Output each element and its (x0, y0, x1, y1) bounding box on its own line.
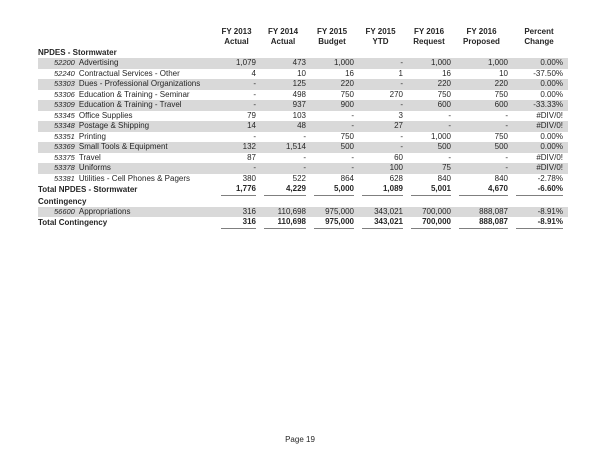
total-value (258, 217, 308, 229)
col-header: Actual (270, 37, 296, 46)
account-number: 53303 (54, 79, 75, 88)
account-number: 52240 (54, 68, 75, 78)
cell-value: 10 (297, 68, 306, 78)
cell-value: - (308, 121, 356, 132)
table-row (38, 174, 568, 185)
table-head (38, 27, 568, 47)
section-header-row (38, 47, 568, 58)
cell-value: - (505, 110, 508, 120)
cell-value: 900 (308, 100, 356, 111)
cell-value: - (303, 131, 306, 141)
account-number: 53369 (54, 142, 75, 151)
account-name: Small Tools & Equipment (78, 142, 168, 151)
cell-value: 0.00% (510, 58, 568, 69)
cell-value: 220 (308, 79, 356, 90)
total-value-text: 700,000 (411, 217, 451, 229)
account-name: Utilities - Cell Phones & Pagers (78, 173, 191, 183)
cell-value: 16 (442, 68, 451, 78)
account-name: Appropriations (78, 206, 131, 216)
account-name: Uniforms (78, 163, 111, 172)
cell-account (38, 69, 215, 80)
cell-value: - (258, 163, 308, 174)
total-row (38, 184, 568, 196)
section-header: Contingency (38, 196, 568, 207)
section-header-row (38, 196, 568, 207)
cell-account (38, 142, 215, 153)
total-value (356, 184, 405, 196)
cell-value: 4 (251, 68, 256, 78)
cell-value: 3 (398, 110, 403, 120)
account-name: Education & Training - Travel (78, 100, 182, 109)
col-header: FY 2015 (365, 27, 396, 36)
account-number: 53378 (54, 163, 75, 172)
cell-value: - (400, 131, 403, 141)
header-row (38, 37, 568, 47)
cell-value: 220 (405, 79, 453, 90)
total-value-text: 1,776 (221, 184, 256, 196)
cell-value: 600 (405, 100, 453, 111)
cell-value: - (448, 110, 451, 120)
account-number: 53309 (54, 100, 75, 109)
total-value (215, 184, 258, 196)
cell-value: 380 (242, 173, 256, 183)
total-value-text: 316 (221, 217, 256, 229)
total-value-text: 888,087 (459, 217, 508, 229)
total-value-text: 5,000 (314, 184, 354, 196)
cell-value: 600 (453, 100, 510, 111)
total-value-text: -8.91% (516, 217, 563, 229)
col-header: FY 2014 (267, 27, 299, 36)
cell-value: 750 (340, 89, 354, 99)
cell-account (38, 132, 215, 143)
cell-value: 1,079 (215, 58, 258, 69)
total-value (405, 217, 453, 229)
table-row (38, 142, 568, 153)
cell-value: 628 (389, 173, 403, 183)
cell-value: 937 (258, 100, 308, 111)
col-header: Budget (318, 37, 346, 46)
total-value (356, 217, 405, 229)
cell-account (38, 111, 215, 122)
cell-value: 220 (453, 79, 510, 90)
cell-value: 700,000 (405, 207, 453, 218)
account-number: 53345 (54, 110, 75, 120)
total-value-text: -6.60% (516, 184, 563, 196)
cell-value: - (453, 121, 510, 132)
table-row (38, 121, 568, 132)
col-header-spacer (38, 27, 215, 37)
table-row (38, 58, 568, 69)
total-value-text: 4,670 (459, 184, 508, 196)
cell-value: 473 (258, 58, 308, 69)
total-value (308, 217, 356, 229)
col-header: Percent (524, 27, 554, 36)
total-value-text: 110,698 (264, 217, 306, 229)
cell-value: 343,021 (356, 207, 405, 218)
cell-value: 500 (453, 142, 510, 153)
cell-value: 750 (437, 89, 451, 99)
section-header: NPDES - Stormwater (38, 47, 568, 58)
table-row (38, 163, 568, 174)
cell-value: -37.50% (533, 68, 563, 78)
account-number: 56600 (54, 206, 75, 216)
cell-value: - (215, 100, 258, 111)
total-label: Total Contingency (38, 217, 215, 229)
cell-account (38, 153, 215, 164)
total-value (258, 184, 308, 196)
account-number: 53348 (54, 121, 75, 130)
col-header: Proposed (463, 37, 500, 46)
col-header: Actual (224, 37, 249, 46)
header-row (38, 27, 568, 37)
cell-value: 1 (398, 68, 403, 78)
cell-account (38, 90, 215, 101)
col-header: YTD (372, 37, 389, 46)
cell-value: 1,000 (453, 58, 510, 69)
cell-value: 10 (499, 68, 508, 78)
cell-value: - (351, 110, 354, 120)
cell-account (38, 163, 215, 174)
cell-value: 864 (340, 173, 354, 183)
cell-value: 270 (389, 89, 403, 99)
cell-value: 132 (215, 142, 258, 153)
cell-value: 0.00% (540, 131, 563, 141)
cell-value: 750 (494, 89, 508, 99)
account-name: Advertising (78, 58, 119, 67)
cell-value: 750 (494, 131, 508, 141)
account-name: Education & Training - Seminar (78, 89, 190, 99)
account-number: 53381 (54, 173, 75, 183)
cell-value: - (356, 100, 405, 111)
cell-value: -2.78% (537, 173, 563, 183)
cell-value: 0.00% (510, 142, 568, 153)
cell-value: - (505, 152, 508, 162)
table-row (38, 153, 568, 164)
page-number: Page 19 (285, 435, 315, 444)
cell-value: - (215, 79, 258, 90)
total-value (510, 184, 568, 196)
cell-value: 16 (345, 68, 354, 78)
budget-table (38, 27, 568, 229)
account-name: Dues - Professional Organizations (78, 79, 201, 88)
table-row (38, 132, 568, 143)
cell-value: #DIV/0! (536, 152, 563, 162)
cell-value: 1,000 (308, 58, 356, 69)
total-row (38, 217, 568, 229)
total-label: Total NPDES - Stormwater (38, 184, 215, 196)
cell-value: - (448, 152, 451, 162)
cell-value: 498 (292, 89, 306, 99)
cell-value: 522 (292, 173, 306, 183)
cell-value: - (351, 152, 354, 162)
cell-value: 87 (247, 152, 256, 162)
cell-value: 840 (437, 173, 451, 183)
cell-value: - (356, 58, 405, 69)
cell-value: - (253, 131, 256, 141)
col-header: Request (413, 37, 445, 46)
account-name: Contractual Services - Other (78, 68, 180, 78)
table-row (38, 100, 568, 111)
total-value-text: 975,000 (314, 217, 354, 229)
cell-value: - (303, 152, 306, 162)
cell-value: 75 (405, 163, 453, 174)
table-row (38, 69, 568, 80)
cell-value: - (405, 121, 453, 132)
col-header: FY 2016 (413, 27, 445, 36)
table-row (38, 79, 568, 90)
col-header: FY 2015 (316, 27, 348, 36)
cell-value: - (356, 142, 405, 153)
cell-value: 1,000 (405, 58, 453, 69)
account-name: Postage & Shipping (78, 121, 150, 130)
cell-value: #DIV/0! (510, 121, 568, 132)
cell-value: -8.91% (510, 207, 568, 218)
account-name: Printing (78, 131, 106, 141)
total-value (453, 184, 510, 196)
cell-account (38, 207, 215, 218)
cell-value: #DIV/0! (536, 110, 563, 120)
table-body (38, 47, 568, 229)
account-name: Office Supplies (78, 110, 133, 120)
total-value-text: 343,021 (362, 217, 403, 229)
cell-value: 125 (258, 79, 308, 90)
cell-value: - (356, 79, 405, 90)
cell-value: 888,087 (453, 207, 510, 218)
cell-value: - (215, 163, 258, 174)
table-row (38, 90, 568, 101)
cell-value: 0.00% (540, 89, 563, 99)
col-header: Change (524, 37, 554, 46)
cell-account (38, 174, 215, 185)
cell-value: 48 (258, 121, 308, 132)
total-value (308, 184, 356, 196)
account-number: 53306 (54, 89, 75, 99)
total-value (510, 217, 568, 229)
cell-value: 500 (308, 142, 356, 153)
table-row (38, 111, 568, 122)
cell-value: 100 (356, 163, 405, 174)
account-number: 53351 (54, 131, 75, 141)
cell-value: 750 (340, 131, 354, 141)
total-value-text: 1,089 (362, 184, 403, 196)
table-row (38, 207, 568, 218)
total-value (405, 184, 453, 196)
col-header-spacer (38, 37, 215, 47)
cell-value: #DIV/0! (510, 163, 568, 174)
cell-value: - (308, 163, 356, 174)
cell-value: - (253, 89, 256, 99)
cell-value: 27 (356, 121, 405, 132)
cell-value: 79 (247, 110, 256, 120)
cell-value: 60 (394, 152, 403, 162)
cell-value: -33.33% (510, 100, 568, 111)
total-value-text: 4,229 (264, 184, 306, 196)
cell-value: 0.00% (510, 79, 568, 90)
col-header: FY 2013 (221, 27, 252, 36)
cell-value: 316 (215, 207, 258, 218)
cell-value: 103 (292, 110, 306, 120)
cell-value: - (453, 163, 510, 174)
cell-value: 975,000 (308, 207, 356, 218)
total-value (215, 217, 258, 229)
cell-account (38, 100, 215, 111)
cell-value: 1,000 (430, 131, 451, 141)
cell-value: 1,514 (258, 142, 308, 153)
total-value (453, 217, 510, 229)
cell-value: 110,698 (258, 207, 308, 218)
cell-account (38, 58, 215, 69)
account-number: 53375 (54, 152, 75, 162)
cell-value: 14 (215, 121, 258, 132)
account-name: Travel (78, 152, 101, 162)
cell-value: 840 (494, 173, 508, 183)
total-value-text: 5,001 (411, 184, 451, 196)
cell-account (38, 79, 215, 90)
account-number: 52200 (54, 58, 75, 67)
cell-account (38, 121, 215, 132)
cell-value: 500 (405, 142, 453, 153)
col-header: FY 2016 (466, 27, 497, 36)
